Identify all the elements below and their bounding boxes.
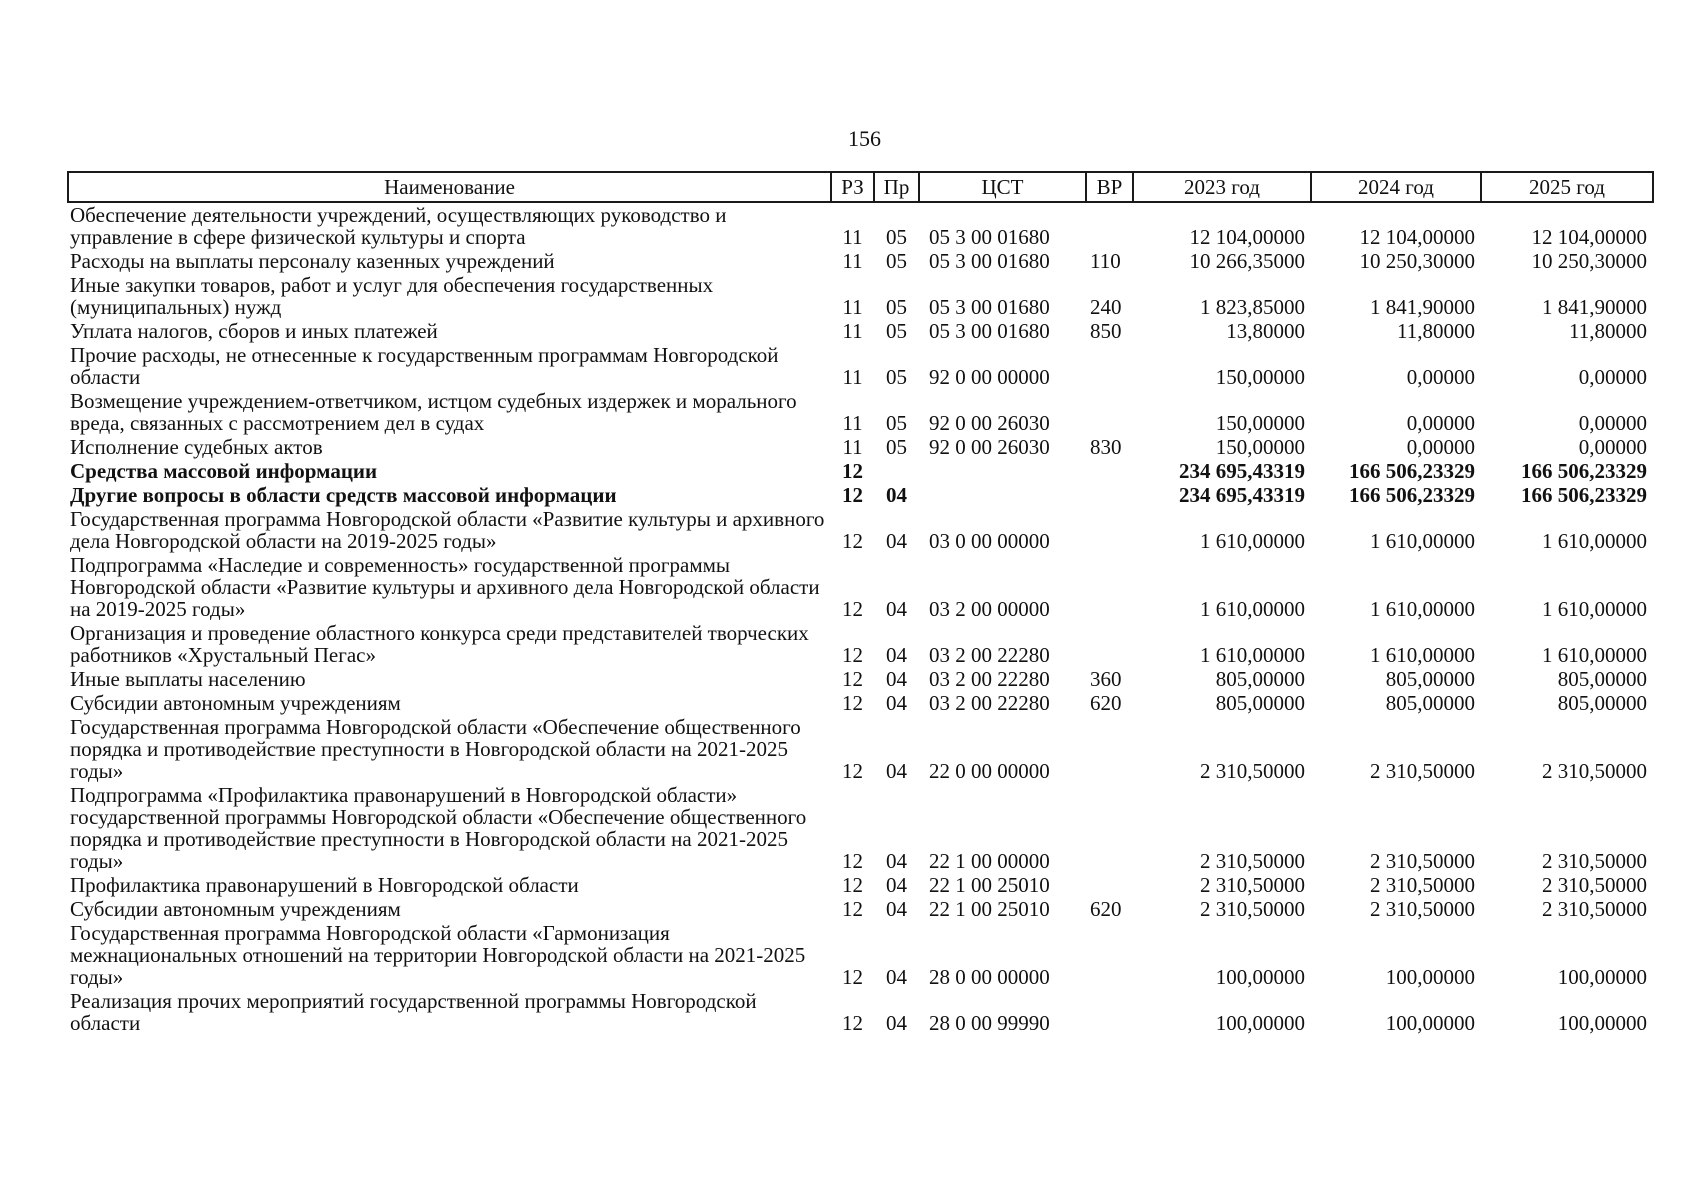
cell-pr: 05 xyxy=(886,225,907,249)
cell-2024: 2 310,50000 xyxy=(1370,897,1475,921)
cell-cst: 05 3 00 01680 xyxy=(929,295,1050,319)
cell-2025: 2 310,50000 xyxy=(1542,897,1647,921)
cell-2025: 2 310,50000 xyxy=(1542,873,1647,897)
cell-vr xyxy=(1086,507,1133,553)
page-number: 156 xyxy=(848,126,881,151)
table-row xyxy=(68,621,1653,667)
cell-vr xyxy=(1086,989,1133,1035)
table-row xyxy=(68,989,1653,1035)
cell-cst: 22 1 00 00000 xyxy=(929,849,1050,873)
cell-vr xyxy=(1086,873,1133,897)
cell-2025: 12 104,00000 xyxy=(1531,225,1647,249)
cell-cst: 03 2 00 22280 xyxy=(929,643,1050,667)
cell-rz: 11 xyxy=(842,411,863,435)
cell-vr xyxy=(1086,553,1133,621)
table-row xyxy=(68,921,1653,989)
cell-pr: 05 xyxy=(886,295,907,319)
cell-2024: 100,00000 xyxy=(1385,965,1475,989)
cell-2023: 805,00000 xyxy=(1215,667,1305,691)
cell-cst: 28 0 00 00000 xyxy=(929,965,1050,989)
cell-pr: 04 xyxy=(886,759,907,783)
table-row xyxy=(68,483,1653,507)
cell-pr: 04 xyxy=(886,597,907,621)
cell-2023: 234 695,43319 xyxy=(1179,459,1305,483)
cell-2025: 805,00000 xyxy=(1557,667,1647,691)
cell-2023: 12 104,00000 xyxy=(1189,225,1305,249)
cell-cst: 03 2 00 22280 xyxy=(929,691,1050,715)
cell-2024: 2 310,50000 xyxy=(1370,759,1475,783)
table-row xyxy=(68,553,1653,621)
cell-2023: 1 823,85000 xyxy=(1200,295,1305,319)
header-row xyxy=(68,172,1653,202)
table-row xyxy=(68,897,1653,921)
cell-vr xyxy=(1086,783,1133,873)
cell-pr: 04 xyxy=(886,529,907,553)
cell-name: Возмещение учреждением-ответчиком, истцом судебных издержек и морального вреда, связанных с рассмотрением дел в судах xyxy=(70,389,797,435)
cell-pr: 04 xyxy=(886,1011,907,1035)
cell-vr xyxy=(1086,459,1133,483)
cell-rz: 12 xyxy=(842,759,863,783)
table-row xyxy=(68,507,1653,553)
cell-2023: 1 610,00000 xyxy=(1200,643,1305,667)
cell-cst: 03 0 00 00000 xyxy=(929,529,1050,553)
cell-rz: 12 xyxy=(842,459,863,483)
table-row xyxy=(68,873,1653,897)
cell-pr: 05 xyxy=(886,365,907,389)
table-row xyxy=(68,389,1653,435)
cell-cst: 05 3 00 01680 xyxy=(929,249,1050,273)
cell-2024: 12 104,00000 xyxy=(1359,225,1475,249)
cell-2024: 100,00000 xyxy=(1385,1011,1475,1035)
cell-pr xyxy=(874,459,919,483)
cell-rz: 12 xyxy=(842,667,863,691)
cell-vr: 620 xyxy=(1090,897,1122,921)
table-row xyxy=(68,667,1653,691)
cell-name: Государственная программа Новгородской области «Развитие культуры и архивного дела Новгородской области на 2019-2025 годы» xyxy=(70,507,825,553)
table-row xyxy=(68,319,1653,343)
table-row xyxy=(68,273,1653,319)
table-row xyxy=(68,715,1653,783)
cell-rz: 12 xyxy=(842,529,863,553)
cell-vr xyxy=(1086,389,1133,435)
cell-name: Субсидии автономным учреждениям xyxy=(70,897,401,921)
table-row xyxy=(68,435,1653,459)
cell-cst xyxy=(919,459,1086,483)
cell-2023: 2 310,50000 xyxy=(1200,849,1305,873)
cell-vr: 620 xyxy=(1090,691,1122,715)
cell-vr: 360 xyxy=(1090,667,1122,691)
header-vr: ВР xyxy=(1086,172,1133,202)
cell-2023: 100,00000 xyxy=(1215,1011,1305,1035)
cell-cst: 92 0 00 00000 xyxy=(929,365,1050,389)
table-body xyxy=(68,202,1653,1035)
cell-2023: 150,00000 xyxy=(1215,435,1305,459)
cell-2025: 0,00000 xyxy=(1578,435,1647,459)
cell-pr: 04 xyxy=(886,667,907,691)
cell-vr xyxy=(1086,621,1133,667)
cell-rz: 12 xyxy=(842,691,863,715)
cell-2025: 805,00000 xyxy=(1557,691,1647,715)
cell-vr xyxy=(1086,921,1133,989)
cell-2024: 2 310,50000 xyxy=(1370,849,1475,873)
cell-rz: 12 xyxy=(842,897,863,921)
cell-pr: 04 xyxy=(886,483,907,507)
cell-name: Обеспечение деятельности учреждений, осуществляющих руководство и управление в сфере физической культуры и спорта xyxy=(70,203,727,249)
cell-name: Другие вопросы в области средств массовой информации xyxy=(70,483,617,507)
cell-name: Средства массовой информации xyxy=(70,459,378,483)
cell-2023: 150,00000 xyxy=(1215,411,1305,435)
header-name: Наименование xyxy=(68,172,831,202)
header-rz: РЗ xyxy=(831,172,874,202)
cell-pr: 04 xyxy=(886,965,907,989)
table-header xyxy=(68,172,1653,202)
cell-2024: 10 250,30000 xyxy=(1359,249,1475,273)
cell-2023: 1 610,00000 xyxy=(1200,529,1305,553)
cell-2024: 1 610,00000 xyxy=(1370,643,1475,667)
cell-2025: 10 250,30000 xyxy=(1531,249,1647,273)
cell-name: Государственная программа Новгородской области «Гармонизация межнациональных отношений на территории Новгородской области на 2021-2025 годы» xyxy=(70,921,806,989)
cell-2025: 2 310,50000 xyxy=(1542,759,1647,783)
cell-vr: 850 xyxy=(1090,319,1122,343)
table-row xyxy=(68,459,1653,483)
cell-vr: 110 xyxy=(1090,249,1121,273)
header-2024: 2024 год xyxy=(1311,172,1481,202)
cell-name: Исполнение судебных актов xyxy=(70,435,323,459)
cell-rz: 11 xyxy=(842,249,863,273)
cell-rz: 11 xyxy=(842,435,863,459)
cell-2025: 1 610,00000 xyxy=(1542,597,1647,621)
cell-cst: 22 1 00 25010 xyxy=(929,897,1050,921)
cell-vr xyxy=(1086,202,1133,249)
cell-vr xyxy=(1086,715,1133,783)
cell-2023: 2 310,50000 xyxy=(1200,873,1305,897)
cell-pr: 05 xyxy=(886,249,907,273)
budget-table-wrapper xyxy=(67,171,1652,1035)
cell-name: Прочие расходы, не отнесенные к государственным программам Новгородской области xyxy=(70,343,779,389)
cell-2024: 1 610,00000 xyxy=(1370,597,1475,621)
cell-rz: 11 xyxy=(842,225,863,249)
header-2023: 2023 год xyxy=(1133,172,1311,202)
cell-name: Иные выплаты населению xyxy=(70,667,306,691)
header-2025: 2025 год xyxy=(1481,172,1653,202)
cell-2025: 0,00000 xyxy=(1578,411,1647,435)
cell-rz: 12 xyxy=(842,597,863,621)
cell-cst: 05 3 00 01680 xyxy=(929,225,1050,249)
cell-2025: 2 310,50000 xyxy=(1542,849,1647,873)
cell-pr: 04 xyxy=(886,643,907,667)
cell-2025: 100,00000 xyxy=(1557,1011,1647,1035)
table-row xyxy=(68,343,1653,389)
cell-2025: 11,80000 xyxy=(1569,319,1647,343)
table-row xyxy=(68,202,1653,249)
cell-2023: 1 610,00000 xyxy=(1200,597,1305,621)
cell-2023: 150,00000 xyxy=(1215,365,1305,389)
cell-2024: 805,00000 xyxy=(1385,691,1475,715)
cell-rz: 12 xyxy=(842,965,863,989)
cell-vr xyxy=(1086,343,1133,389)
cell-2024: 11,80000 xyxy=(1397,319,1475,343)
cell-cst: 92 0 00 26030 xyxy=(929,411,1050,435)
cell-name: Профилактика правонарушений в Новгородской области xyxy=(70,873,579,897)
cell-2024: 2 310,50000 xyxy=(1370,873,1475,897)
cell-rz: 11 xyxy=(842,365,863,389)
cell-2023: 13,80000 xyxy=(1226,319,1305,343)
cell-2024: 166 506,23329 xyxy=(1349,483,1475,507)
cell-2023: 805,00000 xyxy=(1215,691,1305,715)
cell-cst xyxy=(919,483,1086,507)
cell-name: Государственная программа Новгородской области «Обеспечение общественного порядка и противодействие преступности в Новгородской области на 2021-2025 годы» xyxy=(70,715,801,783)
header-cst: ЦСТ xyxy=(919,172,1086,202)
cell-pr: 04 xyxy=(886,849,907,873)
cell-name: Реализация прочих мероприятий государственной программы Новгородской области xyxy=(70,989,757,1035)
cell-rz: 12 xyxy=(842,849,863,873)
cell-pr: 04 xyxy=(886,897,907,921)
cell-name: Организация и проведение областного конкурса среди представителей творческих работников «Хрустальный Пегас» xyxy=(70,621,809,667)
table-row xyxy=(68,249,1653,273)
cell-cst: 92 0 00 26030 xyxy=(929,435,1050,459)
cell-2025: 0,00000 xyxy=(1578,365,1647,389)
cell-2023: 100,00000 xyxy=(1215,965,1305,989)
table-row xyxy=(68,691,1653,715)
cell-pr: 05 xyxy=(886,319,907,343)
cell-pr: 05 xyxy=(886,411,907,435)
cell-name: Уплата налогов, сборов и иных платежей xyxy=(70,319,438,343)
cell-2023: 2 310,50000 xyxy=(1200,759,1305,783)
cell-2023: 10 266,35000 xyxy=(1189,249,1305,273)
cell-pr: 04 xyxy=(886,873,907,897)
cell-cst: 03 2 00 00000 xyxy=(929,597,1050,621)
cell-2025: 100,00000 xyxy=(1557,965,1647,989)
cell-2023: 234 695,43319 xyxy=(1179,483,1305,507)
cell-cst: 28 0 00 99990 xyxy=(929,1011,1050,1035)
budget-table xyxy=(67,171,1654,1035)
cell-2024: 0,00000 xyxy=(1406,435,1475,459)
cell-2024: 166 506,23329 xyxy=(1349,459,1475,483)
cell-2024: 805,00000 xyxy=(1385,667,1475,691)
cell-rz: 12 xyxy=(842,483,863,507)
cell-vr: 240 xyxy=(1090,295,1122,319)
cell-2025: 1 841,90000 xyxy=(1542,295,1647,319)
cell-rz: 11 xyxy=(842,319,863,343)
cell-2024: 0,00000 xyxy=(1406,411,1475,435)
cell-rz: 12 xyxy=(842,643,863,667)
cell-pr: 04 xyxy=(886,691,907,715)
cell-2025: 1 610,00000 xyxy=(1542,643,1647,667)
header-pr: Пр xyxy=(874,172,919,202)
cell-name: Расходы на выплаты персоналу казенных учреждений xyxy=(70,249,555,273)
cell-2024: 1 610,00000 xyxy=(1370,529,1475,553)
cell-2023: 2 310,50000 xyxy=(1200,897,1305,921)
cell-2024: 1 841,90000 xyxy=(1370,295,1475,319)
cell-pr: 05 xyxy=(886,435,907,459)
cell-name: Подпрограмма «Наследие и современность» государственной программы Новгородской области «Развитие культуры и архивного дела Новгородской области на 2019-2025 годы» xyxy=(70,553,820,621)
cell-rz: 11 xyxy=(842,295,863,319)
cell-rz: 12 xyxy=(842,873,863,897)
cell-vr: 830 xyxy=(1090,435,1122,459)
cell-name: Подпрограмма «Профилактика правонарушений в Новгородской области» государственной программы Новгородской области «Обеспечение общественного порядка и противодействие преступности в Новгородской области на 2021-2025 годы» xyxy=(70,783,807,873)
cell-cst: 22 1 00 25010 xyxy=(929,873,1050,897)
cell-cst: 03 2 00 22280 xyxy=(929,667,1050,691)
cell-2025: 1 610,00000 xyxy=(1542,529,1647,553)
cell-rz: 12 xyxy=(842,1011,863,1035)
cell-cst: 05 3 00 01680 xyxy=(929,319,1050,343)
cell-name: Иные закупки товаров, работ и услуг для обеспечения государственных (муниципальных) нужд xyxy=(70,273,714,319)
cell-2025: 166 506,23329 xyxy=(1521,459,1647,483)
cell-name: Субсидии автономным учреждениям xyxy=(70,691,401,715)
cell-2024: 0,00000 xyxy=(1406,365,1475,389)
table-row xyxy=(68,783,1653,873)
cell-vr xyxy=(1086,483,1133,507)
cell-2025: 166 506,23329 xyxy=(1521,483,1647,507)
cell-cst: 22 0 00 00000 xyxy=(929,759,1050,783)
